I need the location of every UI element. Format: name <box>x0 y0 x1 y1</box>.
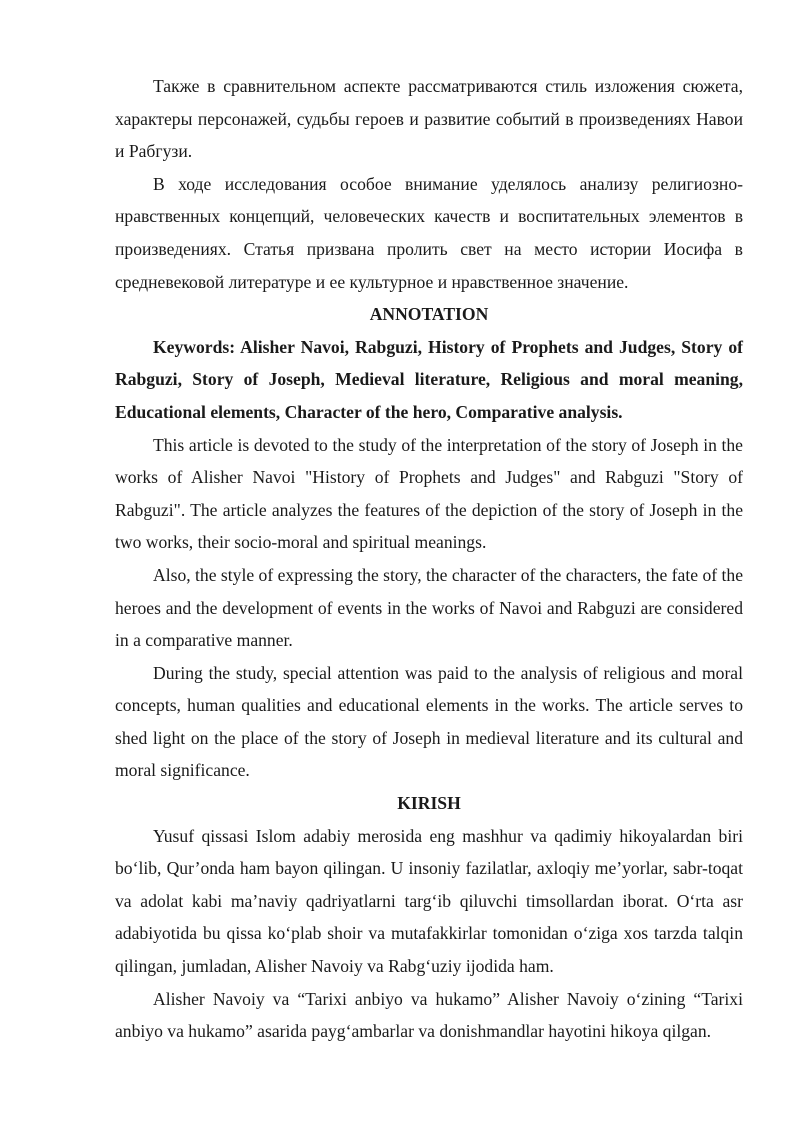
annotation-paragraph-3: During the study, special attention was paid to the analysis of religious and moral concepts, human qualities and educational elements in the works. The article serves to shed light on the place of the story of Joseph in medieval literature and its cultural and moral significance. <box>115 662 743 781</box>
kirish-heading: KIRISH <box>397 793 461 814</box>
kirish-paragraph-2: Alisher Navoiy va “Tarixi anbiyo va hukamo” Alisher Navoiy o‘zining “Tarixi anbiyo va hukamo” asarida payg‘ambarlar va donishmandlar hayotini hikoya qilgan. <box>115 988 743 1042</box>
kirish-paragraph-1: Yusuf qissasi Islom adabiy merosida eng mashhur va qadimiy hikoyalardan biri bo‘lib, Qur’onda ham bayon qilingan. U insoniy fazilatlar, axloqiy me’yorlar, sabr-toqat va adolat kabi ma’naviy qadriyatlarni targ‘ib qiluvchi timsollardan iborat. O‘rta asr adabiyotida bu qissa ko‘plab shoir va mutafakkirlar tomonidan o‘ziga xos tarzda talqin qilingan, jumladan, Alisher Navoiy va Rabg‘uziy ijodida ham. <box>115 825 743 977</box>
annotation-heading: ANNOTATION <box>369 304 489 325</box>
keywords-paragraph: Keywords: Alisher Navoi, Rabguzi, History of Prophets and Judges, Story of Rabguzi, Story of Joseph, Medieval literature, Religious and moral meaning, Educational elements, Character of the hero, Comparative analysis. <box>115 336 743 422</box>
document-page <box>115 70 743 1048</box>
paragraph-ru-2: В ходе исследования особое внимание уделялось анализу религиозно-нравственных концепций, человеческих качеств и воспитательных элементов в произведениях. Статья призвана пролить свет на место истории Иосифа в средневековой литературе и ее культурное и нравственное значение. <box>115 173 743 292</box>
annotation-paragraph-2: Also, the style of expressing the story, the character of the characters, the fate of the heroes and the development of events in the works of Navoi and Rabguzi are considered in a comparative manner. <box>115 564 743 651</box>
paragraph-ru-1: Также в сравнительном аспекте рассматриваются стиль изложения сюжета, характеры персонажей, судьбы героев и развитие событий в произведениях Навои и Рабгузи. <box>115 76 743 162</box>
annotation-paragraph-1: This article is devoted to the study of the interpretation of the story of Joseph in the works of Alisher Navoi "History of Prophets and Judges" and Rabguzi "Story of Rabguzi". The article analyzes the features of the depiction of the story of Joseph in the two works, their socio-moral and spiritual meanings. <box>115 434 743 553</box>
